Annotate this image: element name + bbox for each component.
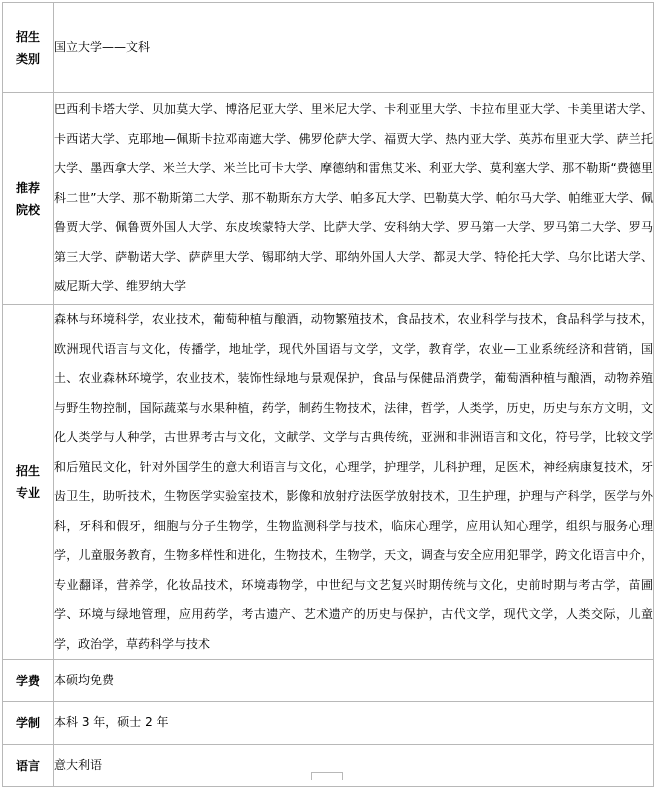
row-header-language — [3, 745, 54, 787]
row-header-line: 院校 — [15, 202, 40, 217]
program-info-table — [2, 2, 654, 787]
category-value: 国立大学——文科 — [54, 3, 654, 93]
table-row — [3, 660, 654, 702]
row-header-line: 专业 — [15, 486, 40, 500]
row-header-line: 学费 — [15, 673, 40, 688]
table-row — [3, 745, 654, 787]
row-header-duration — [3, 702, 54, 745]
table-row — [3, 305, 654, 660]
table-row — [3, 3, 654, 93]
row-header-line: 学制 — [15, 716, 40, 730]
table-row — [3, 702, 654, 745]
table-fragment-divider — [311, 772, 343, 780]
row-header-tuition — [3, 660, 54, 702]
row-header-line: 语言 — [15, 758, 40, 773]
row-header-line: 招生 — [15, 29, 40, 44]
row-header-line: 招生 — [15, 464, 40, 478]
majors-list: 森林与环境科学，农业技术，葡萄种植与酿酒，动物繁殖技术，食品技术，农业科学与技术，食品科学与技术，欧洲现代语言与文化，传播学，地址学，现代外国语与文学，文学，教育学，农业—工业系统经济和营销，国土、农业森林环境学，农业技术，装饰性绿地与景观保护，食品与保健品消费学，葡萄酒种植与酿酒，动物养殖与野生物控制，国际蔬菜与水果种植，药学，制药生物技术，法律，哲学，人类学，历史，历史与东方文明，文化人类学与人种学，古世界考古与文化，文献学、文学与古典传统，亚洲和非洲语言和文化，符号学，比较文学和后殖民文化，针对外国学生的意大利语言与文化，心理学，护理学，儿科护理，足医术，神经病康复技术，牙齿卫生，助听技术，生物医学实验室技术，影像和放射疗法医学放射技术，卫生护理，护理与产科学，医学与外科，牙科和假牙，细胞与分子生物学，生物监测科学与技术，临床心理学，应用认知心理学，组织与服务心理学，儿童服务教育，生物多样性和进化，生物技术，生物学，天文，调查与安全应用犯罪学，跨文化语言中介，专业翻译，营养学，化妆品技术，环境毒物学，中世纪与文艺复兴时期传统与文化，史前时期与考古学，苗圃学、环境与绿地管理，应用药学，考古遗产、艺术遗产的历史与保护，古代文学，现代文学，人类交际，儿童学，政治学，草药科学与技术 — [54, 305, 654, 660]
row-header-category — [3, 3, 54, 93]
row-header-line: 推荐 — [15, 180, 40, 195]
duration-value: 本科 3 年，硕士 2 年 — [54, 702, 654, 745]
tuition-value: 本硕均免费 — [54, 660, 654, 702]
row-header-majors — [3, 305, 54, 660]
row-header-schools — [3, 93, 54, 305]
schools-list: 巴西利卡塔大学、贝加莫大学、博洛尼亚大学、里米尼大学、卡利亚里大学、卡拉布里亚大学、卡美里诺大学、卡西诺大学、克耶地—佩斯卡拉邓南遮大学、佛罗伦萨大学、福贾大学、热内亚大学、英苏布里亚大学、萨兰托大学、墨西拿大学、米兰大学、米兰比可卡大学、摩德纳和雷焦艾米、利亚大学、莫利塞大学、那不勒斯“费德里科二世”大学、那不勒斯第二大学、那不勒斯东方大学、帕多瓦大学、巴勒莫大学、帕尔马大学、帕维亚大学、佩鲁贾大学、佩鲁贾外国人大学、东皮埃蒙特大学、比萨大学、安科纳大学、罗马第一大学、罗马第二大学、罗马第三大学、萨勒诺大学、萨萨里大学、锡耶纳大学、耶纳外国人大学、都灵大学、特伦托大学、乌尔比诺大学、威尼斯大学、维罗纳大学 — [54, 93, 654, 305]
table-row — [3, 93, 654, 305]
language-value: 意大利语 — [54, 745, 654, 787]
row-header-line: 类别 — [15, 51, 40, 66]
